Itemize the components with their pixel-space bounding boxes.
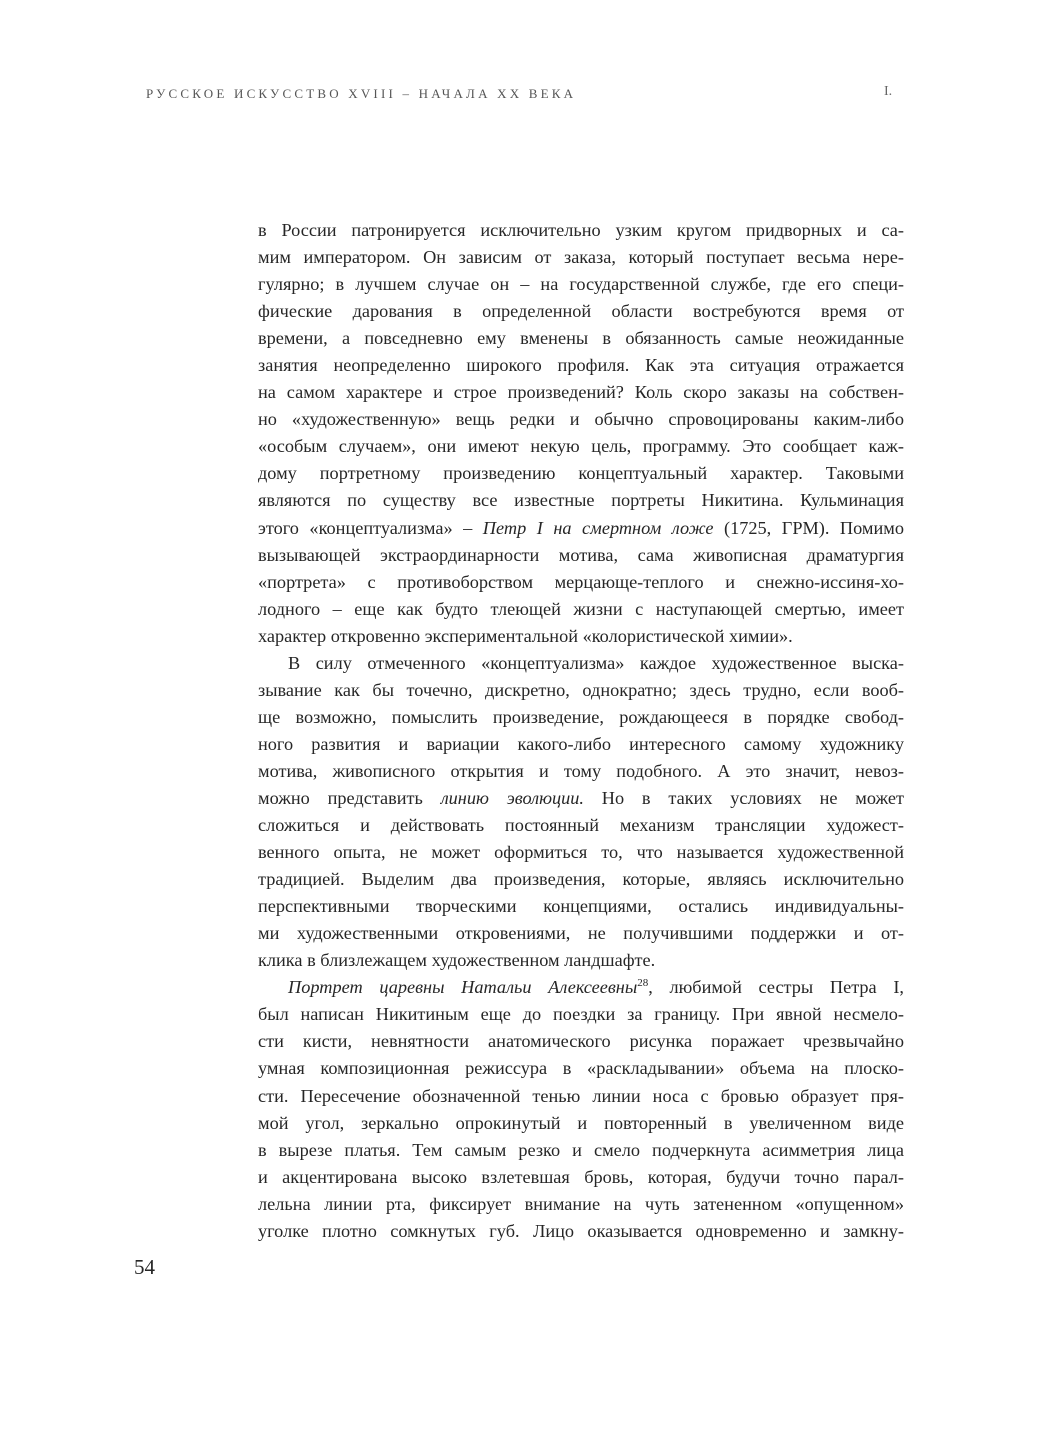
text-line: лельна линии рта, фиксирует внимание на чуть затененном «опущенном» — [258, 1193, 904, 1214]
text-line: уголке плотно сомкнутых губ. Лицо оказывается одновременно и замкну- — [258, 1220, 904, 1241]
text-line: «портрета» с противоборством мерцающе-теплого и снежно-иссиня-хо- — [258, 571, 904, 592]
text-line: мотива, живописного открытия и тому подобного. А это значит, невоз- — [258, 760, 904, 781]
text-line: был написан Никитиным еще до поездки за границу. При явной несмело- — [258, 1004, 904, 1025]
text-line — [258, 515, 904, 542]
text-line: зывание как бы точечно, дискретно, однократно; здесь трудно, если вооб- — [258, 679, 904, 700]
text-line: сложиться и действовать постоянный механизм трансляции художест- — [258, 815, 904, 836]
text-line: вызывающей экстраординарности мотива, сама живописная драматургия — [258, 544, 904, 565]
text-line: В силу отмеченного «концептуализма» каждое художественное выска- — [288, 652, 904, 673]
text-line: но «художественную» вещь редки и обычно спровоцированы каким-либо — [258, 409, 904, 430]
text-line: в вырезе платья. Тем самым резко и смело подчеркнута асимметрия лица — [258, 1139, 904, 1160]
text-line: умная композиционная режиссура в «раскладывании» объема на плоско- — [258, 1058, 904, 1079]
text-line: «особым случаем», они имеют некую цель, программу. Это сообщает каж- — [258, 436, 904, 457]
main-text — [258, 217, 904, 1245]
running-head: РУССКОЕ ИСКУССТВО XVIII – НАЧАЛА XX ВЕКА — [146, 86, 577, 101]
text-run: , любимой сестры Петра I, — [648, 977, 905, 998]
text-line: традицией. Выделим два произведения, которые, являясь исключительно — [258, 869, 904, 890]
text-line: занятия неопределенно широкого профиля. Как эта ситуация отражается — [258, 355, 904, 376]
artwork-title: Портрет царевны Натальи Алексеевны — [288, 977, 638, 998]
chapter-marker: I. — [884, 84, 893, 99]
text-line: ще возможно, помыслить произведение, рождающееся в порядке свобод- — [258, 706, 904, 727]
text-line: и акцентирована высоко взлетевшая бровь, которая, будучи точно парал- — [258, 1166, 904, 1187]
text-line: гулярно; в лучшем случае он – на государственной службе, где его специ- — [258, 274, 904, 295]
page-number: 54 — [134, 1255, 155, 1279]
footnote-ref: 28 — [637, 977, 649, 990]
text-line: ми художественными откровениями, не получившими поддержки и от- — [258, 923, 904, 944]
text-run: можно представить — [258, 787, 441, 808]
text-line: характер откровенно экспериментальной «колористической химии». — [258, 625, 793, 646]
text-line: фические дарования в определенной области востребуются время от — [258, 301, 904, 322]
artwork-title: Петр I на смертном ложе — [482, 517, 714, 538]
text-run: этого «концептуализма» – — [258, 517, 483, 538]
text-line: лодного – еще как будто тлеющей жизни с наступающей смертью, имеет — [258, 598, 904, 619]
text-line: клика в близлежащем художественном ландшафте. — [258, 950, 656, 971]
emphasis: линию эволюции. — [440, 787, 584, 808]
text-line: мой угол, зеркально опрокинутый и повторенный в увеличенном виде — [258, 1112, 904, 1133]
text-run: (1725, ГРМ). Помимо — [713, 517, 904, 538]
text-line: венного опыта, не может оформиться то, что называется художественной — [258, 842, 904, 863]
text-line: времени, а повседневно ему вменены в обязанность самые неожиданные — [258, 328, 904, 349]
text-line: в России патронируется исключительно узким кругом придворных и са- — [258, 220, 904, 240]
text-run: Но в таких условиях не может — [584, 787, 905, 808]
text-line: мим императором. Он зависим от заказа, который поступает весьма нере- — [258, 247, 904, 268]
text-line: перспективными творческими концепциями, остались индивидуальны- — [258, 896, 904, 917]
text-line — [258, 785, 904, 812]
text-line: сти. Пересечение обозначенной тенью линии носа с бровью образует пря- — [258, 1085, 904, 1106]
text-line: являются по существу все известные портреты Никитина. Кульминация — [258, 490, 904, 511]
text-line — [258, 974, 904, 1001]
text-line: ного развития и вариации какого-либо интересного самому художнику — [258, 733, 904, 754]
text-line: дому портретному произведению концептуальный характер. Таковыми — [258, 463, 904, 484]
text-line: на самом характере и строе произведений? Коль скоро заказы на собствен- — [258, 382, 904, 403]
text-line: сти кисти, невнятности анатомического рисунка поражает чрезвычайно — [258, 1031, 904, 1052]
